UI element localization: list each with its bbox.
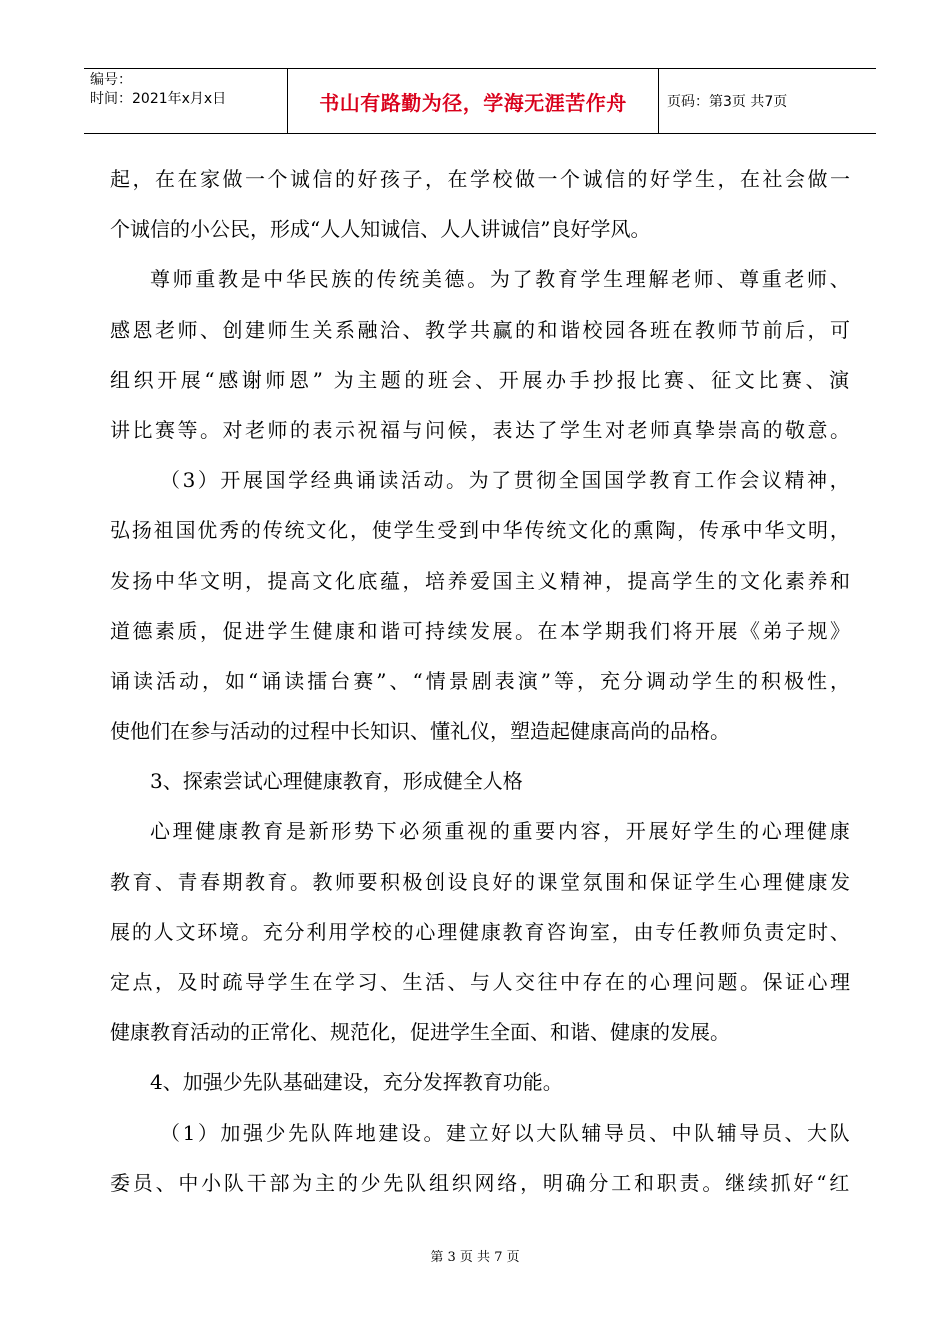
text-line: 教 育 、 青 春 期 教 育 。 教 师 要 积 极 创 设 良 好 的 课 堂 氛 围 和 保 证 学 生 心 理 健 康 发 bbox=[110, 869, 850, 894]
section-heading: 4、加强少先队基础建设，充分发挥教育功能。 bbox=[150, 1070, 563, 1095]
text-line: 个诚信的小公民，形成“人人知诚信、人人讲诚信”良好学风。 bbox=[110, 217, 651, 242]
header-page-info: 页码：第3页 共7页 bbox=[667, 94, 788, 110]
text-line: 讲 比 赛 等 。 对 老 师 的 表 示 祝 福 与 问 候 ， 表 达 了 学 生 对 老 师 真 挚 崇 高 的 敬 意 。 bbox=[110, 417, 850, 442]
header-meta bbox=[84, 69, 287, 133]
text-line: 定 点 ， 及 时 疏 导 学 生 在 学 习 、 生 活 、 与 人 交 往 中 存 在 的 心 理 问 题 。 保 证 心 理 bbox=[110, 970, 850, 994]
text-line: （ 1 ） 加 强 少 先 队 阵 地 建 设 。 建 立 好 以 大 队 辅 导 员 、 中 队 辅 导 员 、 大 队 bbox=[160, 1120, 850, 1145]
text-line: 心 理 健 康 教 育 是 新 形 势 下 必 须 重 视 的 重 要 内 容 ， 开 展 好 学 生 的 心 理 健 康 bbox=[150, 819, 850, 844]
text-line: 展 的 人 文 环 境 。 充 分 利 用 学 校 的 心 理 健 康 教 育 咨 询 室 ， 由 专 任 教 师 负 责 定 时 、 bbox=[110, 919, 850, 944]
text-line: 发 扬 中 华 文 明 ， 提 高 文 化 底 蕴 ， 培 养 爱 国 主 义 精 神 ， 提 高 学 生 的 文 化 素 养 和 bbox=[110, 568, 850, 593]
text-line: 尊 师 重 教 是 中 华 民 族 的 传 统 美 德 。 为 了 教 育 学 生 理 解 老 师 、 尊 重 老 师 、 bbox=[150, 267, 850, 292]
text-line: 感 恩 老 师 、 创 建 师 生 关 系 融 洽 、 教 学 共 赢 的 和 谐 校 园 各 班 在 教 师 节 前 后 ， 可 bbox=[110, 317, 850, 342]
body-text bbox=[110, 168, 850, 1222]
text-line: 诵 读 活 动 ， 如 “ 诵 读 擂 台 赛 ” 、 “ 情 景 剧 表 演 ” 等 ， 充 分 调 动 学 生 的 积 极 性 ， bbox=[110, 668, 850, 693]
page-footer: 第 3 页 共 7 页 bbox=[430, 1250, 520, 1265]
text-line: 使他们在参与活动的过程中长知识、懂礼仪，塑造起健康高尚的品格。 bbox=[110, 719, 730, 744]
header-motto: 书山有路勤为径，学海无涯苦作舟 bbox=[287, 69, 659, 133]
text-line: （ 3 ） 开 展 国 学 经 典 诵 读 活 动 。 为 了 贯 彻 全 国 国 学 教 育 工 作 会 议 精 神 ， bbox=[160, 468, 850, 493]
time-label: 时间：2021年x月x日 bbox=[90, 91, 227, 107]
text-line: 健康教育活动的正常化、规范化，促进学生全面、和谐、健康的发展。 bbox=[110, 1020, 730, 1045]
text-line: 弘 扬 祖 国 优 秀 的 传 统 文 化 ， 使 学 生 受 到 中 华 传 统 文 化 的 熏 陶 ， 传 承 中 华 文 明 ， bbox=[110, 518, 850, 543]
text-line: 组 织 开 展 “ 感 谢 师 恩 ” 为 主 题 的 班 会 、 开 展 办 手 抄 报 比 赛 、 征 文 比 赛 、 演 bbox=[110, 367, 850, 392]
page-header bbox=[84, 68, 876, 134]
number-label: 编号： bbox=[90, 72, 132, 88]
text-line: 道 德 素 质 ， 促 进 学 生 健 康 和 谐 可 持 续 发 展 。 在 本 学 期 我 们 将 开 展 《 弟 子 规 》 bbox=[110, 618, 850, 643]
text-line: 委 员 、 中 小 队 干 部 为 主 的 少 先 队 组 织 网 络 ， 明 确 分 工 和 职 责 。 继 续 抓 好 “ 红 bbox=[110, 1170, 850, 1195]
text-line: 起 ， 在 在 家 做 一 个 诚 信 的 好 孩 子 ， 在 学 校 做 一 个 诚 信 的 好 学 生 ， 在 社 会 做 一 bbox=[110, 167, 850, 191]
section-heading: 3、探索尝试心理健康教育，形成健全人格 bbox=[150, 769, 523, 794]
